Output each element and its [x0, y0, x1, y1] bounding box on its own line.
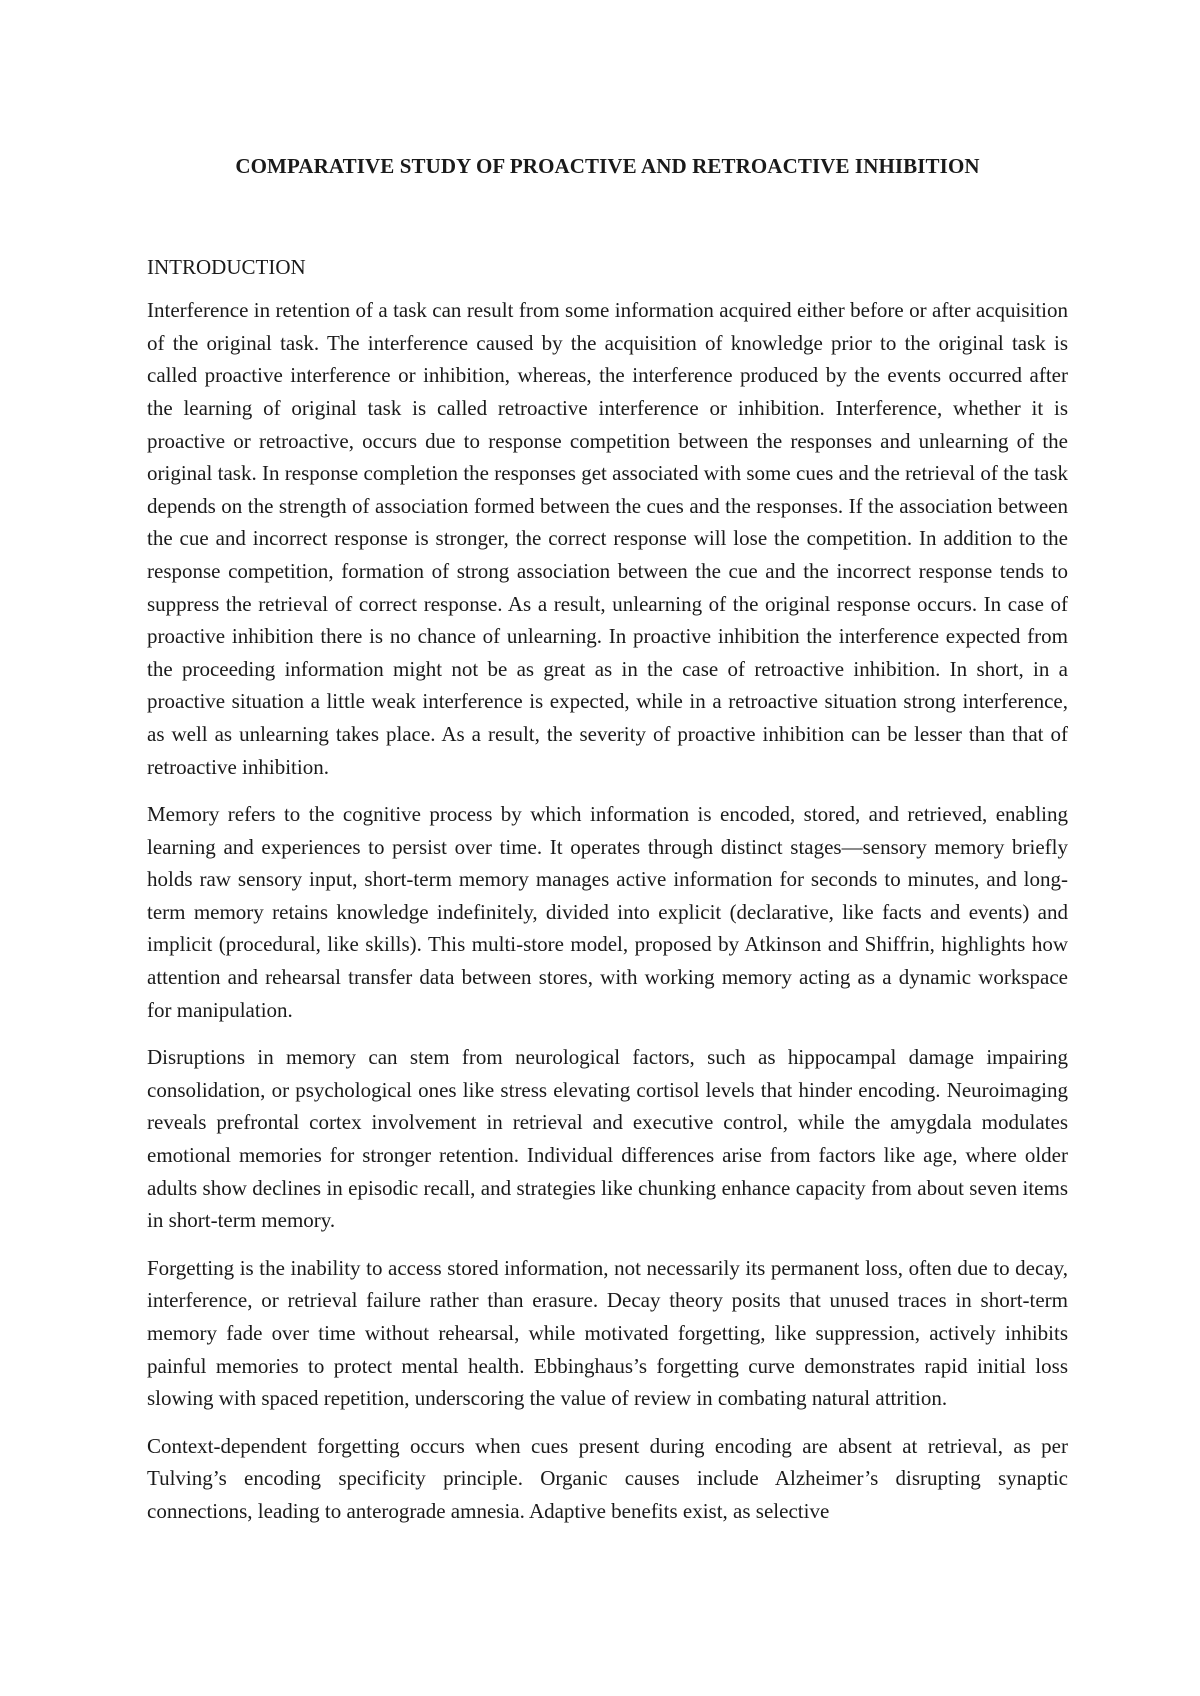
paragraph-interference: Interference in retention of a task can result from some information acquired either before or after acquisition of the original task. The interference caused by the acquisition of knowledge prior to the original task is called proactive interference or inhibition, whereas, the interference produced by the events occurred after the learning of original task is called retroactive interference or inhibition. Interference, whether it is proactive or retroactive, occurs due to response competition between the responses and unlearning of the original task. In response completion the responses get associated with some cues and the retrieval of the task depends on the strength of association formed between the cues and the responses. If the association between the cue and incorrect response is stronger, the correct response will lose the competition. In addition to the response competition, formation of strong association between the cue and the incorrect response tends to suppress the retrieval of correct response. As a result, unlearning of the original response occurs. In case of proactive inhibition there is no chance of unlearning. In proactive inhibition the interference expected from the proceeding information might not be as great as in the case of retroactive inhibition. In short, in a proactive situation a little weak interference is expected, while in a retroactive situation strong interference, as well as unlearning takes place. As a result, the severity of proactive inhibition can be lesser than that of retroactive inhibition.	[147, 298, 1068, 779]
paragraph-context-dependent: Context-dependent forgetting occurs when cues present during encoding are absent at retrieval, as per Tulving’s encoding specificity principle. Organic causes include Alzheimer’s disrupting synaptic connections, leading to anterograde amnesia. Adaptive benefits exist, as selective	[147, 1433, 1068, 1523]
document-title: COMPARATIVE STUDY OF PROACTIVE AND RETROACTIVE INHIBITION	[235, 154, 980, 178]
paragraph-memory: Memory refers to the cognitive process by which information is encoded, stored, and retrieved, enabling learning and experiences to persist over time. It operates through distinct stages—sensory memory briefly holds raw sensory input, short-term memory manages active information for seconds to minutes, and long-term memory retains knowledge indefinitely, divided into explicit (declarative, like facts and events) and implicit (procedural, like skills). This multi-store model, proposed by Atkinson and Shiffrin, highlights how attention and rehearsal transfer data between stores, with working memory acting as a dynamic workspace for manipulation.	[147, 802, 1068, 1022]
paragraph-forgetting: Forgetting is the inability to access stored information, not necessarily its permanent loss, often due to decay, interference, or retrieval failure rather than erasure. Decay theory posits that unused traces in short-term memory fade over time without rehearsal, while motivated forgetting, like suppression, actively inhibits painful memories to protect mental health. Ebbinghaus’s forgetting curve demonstrates rapid initial loss slowing with spaced repetition, underscoring the value of review in combating natural attrition.	[147, 1255, 1068, 1411]
section-heading-introduction: INTRODUCTION	[147, 254, 306, 279]
document-body	[147, 150, 1068, 1543]
paragraph-disruptions: Disruptions in memory can stem from neurological factors, such as hippocampal damage impairing consolidation, or psychological ones like stress elevating cortisol levels that hinder encoding. Neuroimaging reveals prefrontal cortex involvement in retrieval and executive control, while the amygdala modulates emotional memories for stronger retention. Individual differences arise from factors like age, where older adults show declines in episodic recall, and strategies like chunking enhance capacity from about seven items in short-term memory.	[147, 1045, 1068, 1233]
